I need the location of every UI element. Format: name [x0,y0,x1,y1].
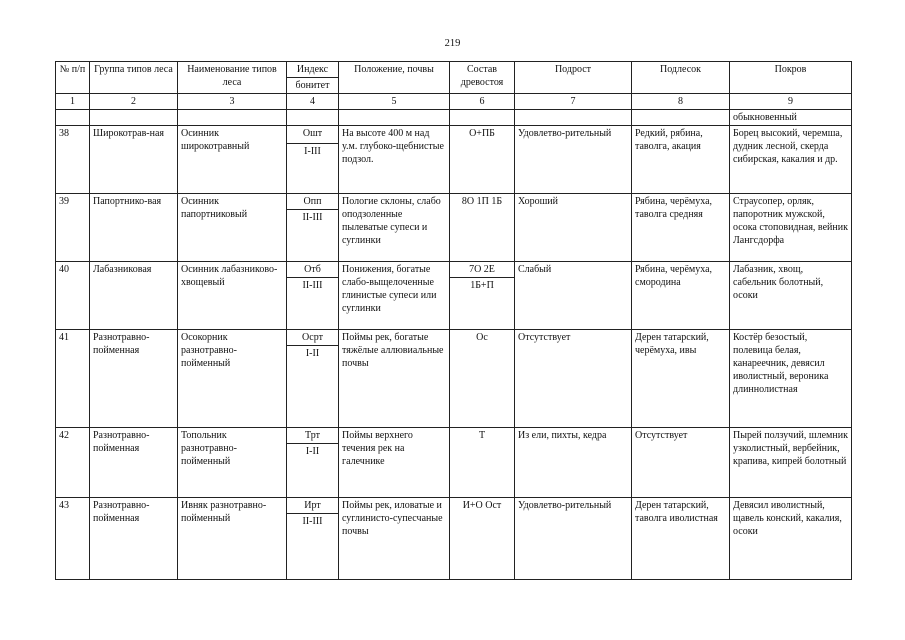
type-index: Ирт [287,498,339,514]
ground-cover: Девясил иволистный, щавель конский, какалия, осоки [730,498,852,580]
position-soils: Поймы рек, иловатые и суглинисто-супесчаные почвы [339,498,450,580]
bonitet: II-III [287,210,339,262]
row-number: 40 [56,262,90,330]
row-number: 39 [56,194,90,262]
ground-cover: Костёр безостый, полевица белая, канареечник, девясил иволистный, вероника длиннолистная [730,330,852,428]
stand-composition: И+О Ост [450,498,515,580]
undergrowth: Удовлетво-рительный [515,126,632,194]
header-cover: Покров [730,62,852,94]
stand-composition: 1Б+П [450,278,515,330]
row-number: 41 [56,330,90,428]
forest-type-name: Ивняк разнотравно-пойменный [178,498,287,580]
forest-group: Разнотравно-пойменная [90,498,178,580]
header-undergrowth: Подрост [515,62,632,94]
type-index: Опп [287,194,339,210]
undergrowth: Слабый [515,262,632,330]
forest-type-name: Осинник лабазниково-хвощевый [178,262,287,330]
forest-type-name: Осинник папортниковый [178,194,287,262]
stand-composition: 8О 1П 1Б [450,194,515,262]
table-row [56,126,852,144]
col-number: 6 [450,94,515,110]
header-name: Наименование типов леса [178,62,287,94]
col-number: 1 [56,94,90,110]
stand-composition-top: 7О 2Е [450,262,515,278]
header-index: Индекс [287,62,339,78]
stand-composition: Ос [450,330,515,428]
undergrowth: Удовлетво-рительный [515,498,632,580]
header-bonitet: бонитет [287,78,339,94]
bonitet: I-II [287,444,339,498]
position-soils: Пологие склоны, слабо оподзоленные пылеватые супеси и суглинки [339,194,450,262]
ground-cover: Борец высокий, черемша, дудник лесной, скерда сибирская, какалия и др. [730,126,852,194]
col-number: 3 [178,94,287,110]
position-soils: Поймы верхнего течения рек на галечнике [339,428,450,498]
bonitet: II-III [287,514,339,580]
undergrowth: Из ели, пихты, кедра [515,428,632,498]
header-understory: Подлесок [632,62,730,94]
header-position: Положение, почвы [339,62,450,94]
forest-group: Лабазниковая [90,262,178,330]
forest-type-name: Топольник разнотравно-пойменный [178,428,287,498]
row-number: 38 [56,126,90,194]
col-number: 5 [339,94,450,110]
header-group: Группа типов леса [90,62,178,94]
col-number: 9 [730,94,852,110]
position-soils: На высоте 400 м над у.м. глубоко-щебнистые подзол. [339,126,450,194]
position-soils: Понижения, богатые слабо-выщелоченные глинистые супеси или суглинки [339,262,450,330]
understory: Редкий, рябина, таволга, акация [632,126,730,194]
table-row [56,262,852,278]
type-index: Отб [287,262,339,278]
understory: Отсутствует [632,428,730,498]
bonitet: I-III [287,144,339,194]
row-number: 43 [56,498,90,580]
table-row [56,194,852,210]
understory: Дерен татарский, таволга иволистная [632,498,730,580]
cover-carryover: обыкновенный [730,110,852,126]
forest-group: Широкотрав-ная [90,126,178,194]
type-index: Трт [287,428,339,444]
stand-composition: О+ПБ [450,126,515,194]
bonitet: I-II [287,346,339,428]
col-number: 4 [287,94,339,110]
row-number: 42 [56,428,90,498]
undergrowth: Отсутствует [515,330,632,428]
ground-cover: Лабазник, хвощ, сабельник болотный, осоки [730,262,852,330]
understory: Дерен татарский, черёмуха, ивы [632,330,730,428]
bonitet: II-III [287,278,339,330]
forest-types-table [55,61,852,580]
undergrowth: Хороший [515,194,632,262]
col-number: 8 [632,94,730,110]
ground-cover: Страусопер, орляк, папоротник мужской, осока стоповидная, вейник Лангсдорфа [730,194,852,262]
page-number: 219 [444,38,461,49]
understory: Рябина, черёмуха, смородина [632,262,730,330]
carryover-row [56,110,852,126]
table-row [56,428,852,444]
header-composition: Состав древостоя [450,62,515,94]
forest-group: Разнотравно-пойменная [90,428,178,498]
table-row [56,498,852,514]
forest-group: Разнотравно-пойменная [90,330,178,428]
forest-type-name: Осинник широкотравный [178,126,287,194]
col-number: 7 [515,94,632,110]
forest-group: Папортнико-вая [90,194,178,262]
ground-cover: Пырей ползучий, шлемник узколистный, вербейник, крапива, кипрей болотный [730,428,852,498]
forest-type-name: Осокорник разнотравно-пойменный [178,330,287,428]
type-index: Осрт [287,330,339,346]
understory: Рябина, черёмуха, таволга средняя [632,194,730,262]
table-row [56,330,852,346]
col-number: 2 [90,94,178,110]
type-index: Ошт [287,126,339,144]
position-soils: Поймы рек, богатые тяжёлые аллювиальные почвы [339,330,450,428]
stand-composition: Т [450,428,515,498]
header-num: № п/п [56,62,90,94]
